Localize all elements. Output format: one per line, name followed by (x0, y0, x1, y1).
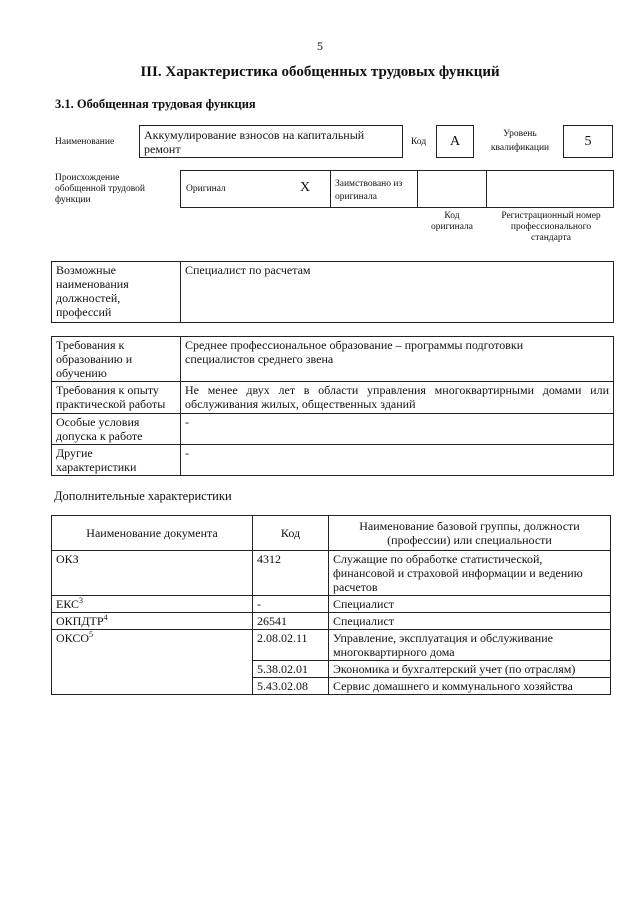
additional-title: Дополнительные характеристики (54, 489, 232, 503)
code-caption (414, 211, 490, 233)
origin-label-line1: Происхождение (55, 173, 120, 183)
origin-divider-1 (330, 170, 331, 208)
row-okz-name-line1: Служащие по обработке статистической, (333, 552, 543, 566)
requirements-table (51, 336, 614, 476)
req-experience-value-line1: Не менее двух лет в области управления многоквартирными домами или (185, 383, 609, 397)
req-special-label-line1: Особые условия (56, 415, 140, 429)
additional-table (51, 515, 611, 695)
row-okpdtr-name: Специалист (329, 613, 611, 630)
positions-label-line4: профессий (56, 305, 112, 319)
origin-label-line3: функции (55, 195, 91, 205)
borrowed-label-line2: оригинала (335, 192, 377, 202)
name-label: Наименование (55, 137, 115, 147)
row-eks-sup: 3 (79, 596, 84, 605)
row-okso1-name (329, 630, 611, 661)
function-name-line1: Аккумулирование взносов на капитальный (144, 128, 365, 142)
level-value-box: 5 (563, 125, 613, 158)
req-other-label-line1: Другие (56, 446, 93, 460)
req-experience-value (181, 382, 614, 414)
req-other-label (52, 445, 181, 476)
code-value-box: A (436, 125, 474, 158)
reg-caption-line3: стандарта (531, 233, 571, 243)
positions-label-line1: Возможные (56, 263, 116, 277)
borrowed-label (335, 179, 402, 203)
row-okpdtr-doc-text: ОКПДТР (56, 614, 104, 628)
row-eks-doc (52, 596, 253, 613)
code-caption-line2: оригинала (431, 222, 473, 232)
row-okso3-name: Сервис домашнего и коммунального хозяйства (329, 678, 611, 695)
origin-divider-2 (417, 170, 418, 208)
req-education-value-line2: специалистов среднего звена (185, 352, 334, 366)
row-okpdtr-doc (52, 613, 253, 630)
original-label: Оригинал (186, 184, 226, 194)
row-okso1-code: 2.08.02.11 (253, 630, 329, 661)
positions-label-line3: должностей, (56, 291, 121, 305)
header-group-line1: Наименование базовой группы, должности (359, 519, 580, 533)
header-group-line2: (профессии) или специальности (387, 533, 552, 547)
req-education-value-line1: Среднее профессиональное образование – программы подготовки (185, 338, 524, 352)
borrowed-label-line1: Заимствовано из (335, 179, 403, 189)
row-okz-name-line2: финансовой и страховой информации и ведению (333, 566, 583, 580)
req-experience-label (52, 382, 181, 414)
row-okpdtr-code: 26541 (253, 613, 329, 630)
function-name-line2: ремонт (144, 142, 181, 156)
row-eks-name: Специалист (329, 596, 611, 613)
positions-table (51, 261, 614, 323)
req-experience-value-line2: обслуживания жилых, общественных зданий (185, 397, 416, 411)
original-mark: X (300, 180, 311, 195)
reg-caption (488, 211, 614, 244)
row-okso-sup: 5 (89, 630, 94, 639)
subsection-title: 3.1. Обобщенная трудовая функция (55, 97, 256, 111)
row-okso2-name: Экономика и бухгалтерский учет (по отраслям) (329, 661, 611, 678)
positions-label (52, 262, 181, 323)
req-education-label-line1: Требования к (56, 338, 125, 352)
row-okso1-name-line1: Управление, эксплуатация и обслуживание (333, 631, 553, 645)
row-okz-code: 4312 (253, 551, 329, 596)
row-okso1-name-line2: многоквартирного дома (333, 645, 455, 659)
req-education-label (52, 337, 181, 382)
row-okso2-code: 5.38.02.01 (253, 661, 329, 678)
reg-caption-line1: Регистрационный номер (501, 211, 601, 221)
req-experience-label-line1: Требования к опыту (56, 383, 159, 397)
header-group (329, 516, 611, 551)
req-other-label-line2: характеристики (56, 460, 137, 474)
positions-label-line2: наименования (56, 277, 129, 291)
origin-label-line2: обобщенной трудовой (55, 184, 145, 194)
row-okz-doc: ОКЗ (52, 551, 253, 596)
row-okz-name-line3: расчетов (333, 580, 378, 594)
req-education-label-line2: образованию и (56, 352, 133, 366)
row-okso3-code: 5.43.02.08 (253, 678, 329, 695)
row-okso-doc (52, 630, 253, 695)
code-caption-line1: Код (444, 211, 460, 221)
level-label-line2: квалификации (490, 143, 550, 153)
level-label (480, 129, 560, 154)
level-label-line1: Уровень (503, 129, 537, 139)
header-doc: Наименование документа (52, 516, 253, 551)
row-eks-code: - (253, 596, 329, 613)
page-number: 5 (317, 39, 323, 53)
section-title: III. Характеристика обобщенных трудовых функций (140, 64, 500, 80)
function-name-box (139, 125, 403, 158)
req-special-label (52, 414, 181, 445)
req-other-value: - (181, 445, 614, 476)
row-okz-name (329, 551, 611, 596)
req-experience-label-line2: практической работы (56, 397, 166, 411)
row-okpdtr-sup: 4 (103, 613, 108, 622)
row-okso-doc-text: ОКСО (56, 631, 90, 645)
req-special-label-line2: допуска к работе (56, 429, 143, 443)
origin-divider-3 (486, 170, 487, 208)
req-education-value (181, 337, 614, 382)
positions-value: Специалист по расчетам (181, 262, 614, 323)
origin-label (55, 173, 145, 206)
header-code: Код (253, 516, 329, 551)
req-education-label-line3: обучению (56, 366, 107, 380)
code-label: Код (411, 137, 427, 147)
req-special-value: - (181, 414, 614, 445)
row-eks-doc-text: ЕКС (56, 597, 80, 611)
reg-caption-line2: профессионального (510, 222, 592, 232)
